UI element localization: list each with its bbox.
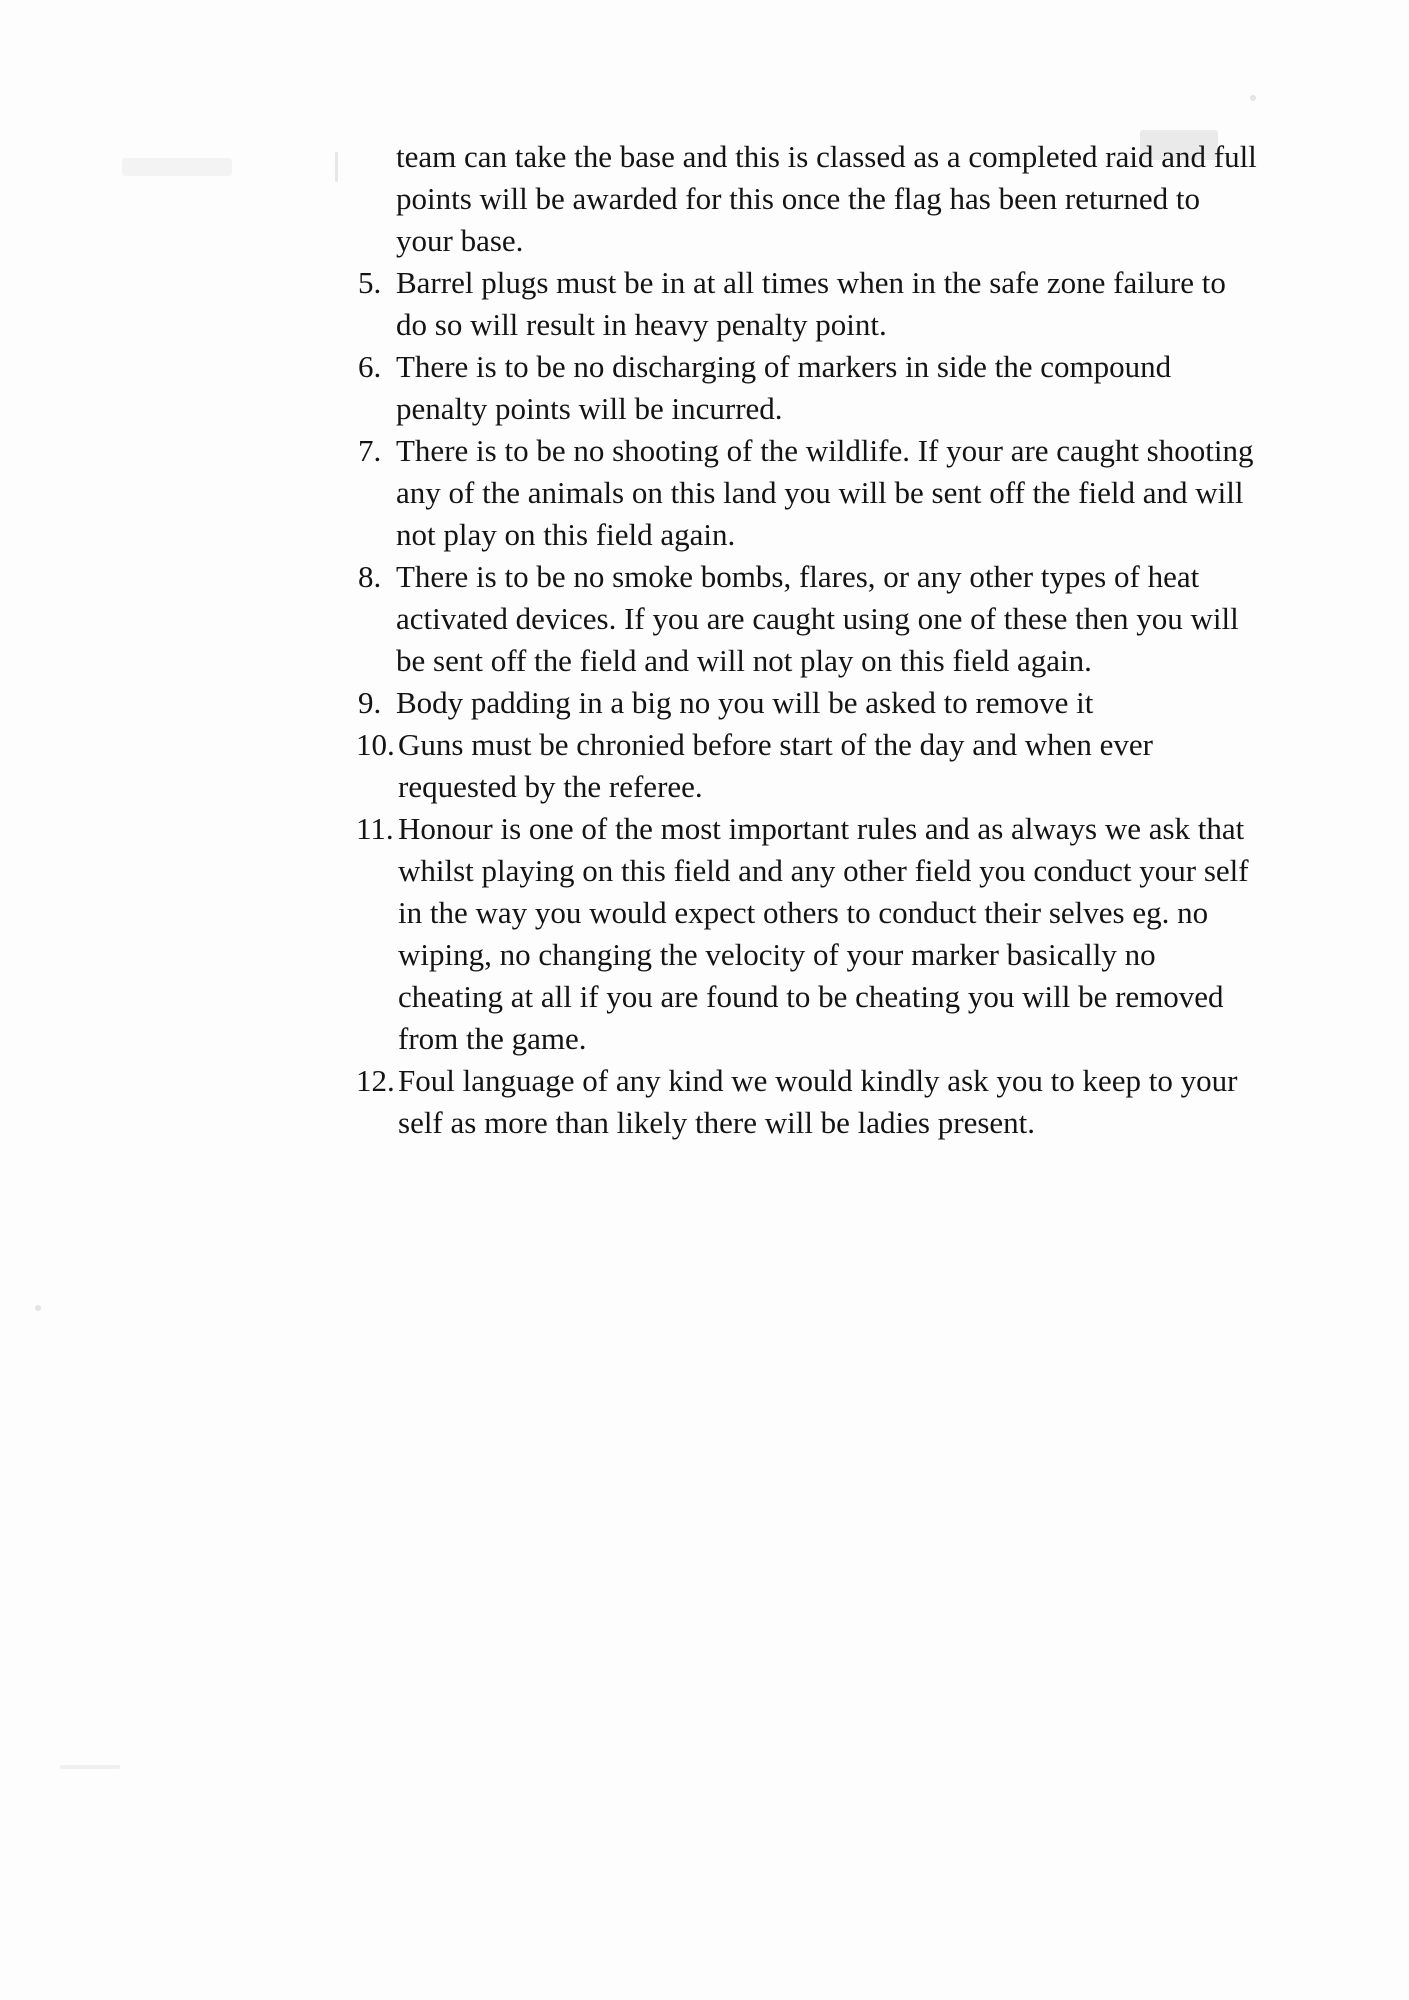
rule-item-5 [358,262,1258,346]
rule-item-11 [358,808,1258,1060]
scan-smudge [60,1765,120,1769]
rule-text: There is to be no discharging of markers in side the compound penalty points will be incurred. [396,349,1172,426]
scan-smudge [335,152,338,182]
rule-text: Body padding in a big no you will be asked to remove it [396,685,1094,720]
rule-item-10 [358,724,1258,808]
rule-text: Guns must be chronied before start of the day and when ever requested by the referee. [398,727,1153,804]
rule-number: 7. [358,433,382,468]
rule-item-8 [358,556,1258,682]
scan-dot [35,1305,41,1311]
rule-item-9 [358,682,1258,724]
rule-item-12 [358,1060,1258,1144]
rule-text: There is to be no shooting of the wildlife. If your are caught shooting any of the animals on this land you will be sent off the field and will not play on this field again. [396,433,1254,552]
rule-text: Barrel plugs must be in at all times when in the safe zone failure to do so will result in heavy penalty point. [396,265,1226,342]
rule-text: Foul language of any kind we would kindly ask you to keep to your self as more than likely there will be ladies present. [398,1063,1238,1140]
rule-text: There is to be no smoke bombs, flares, or any other types of heat activated devices. If you are caught using one of these then you will be sent off the field and will not play on this field again. [396,559,1239,678]
rules-content [358,136,1258,1144]
rule-number: 12. [356,1063,395,1098]
continued-paragraph: team can take the base and this is classed as a completed raid and full points will be awarded for this once the flag has been returned to your base. [396,139,1257,258]
rule-text: Honour is one of the most important rules and as always we ask that whilst playing on this field and any other field you conduct your self in the way you would expect others to conduct their selves eg. no wiping, no changing the velocity of your marker basically no cheating at all if you are found to be cheating you will be removed from the game. [398,811,1249,1056]
scan-smudge [122,158,232,176]
rule-number: 5. [358,265,382,300]
rule-number: 8. [358,559,382,594]
scan-dot [1250,95,1256,101]
rule-item-7 [358,430,1258,556]
rule-number: 10. [356,727,395,762]
rule-item-6 [358,346,1258,430]
rule-number: 6. [358,349,382,384]
rule-number: 11. [356,811,394,846]
rule-number: 9. [358,685,382,720]
rules-list [358,262,1258,1144]
